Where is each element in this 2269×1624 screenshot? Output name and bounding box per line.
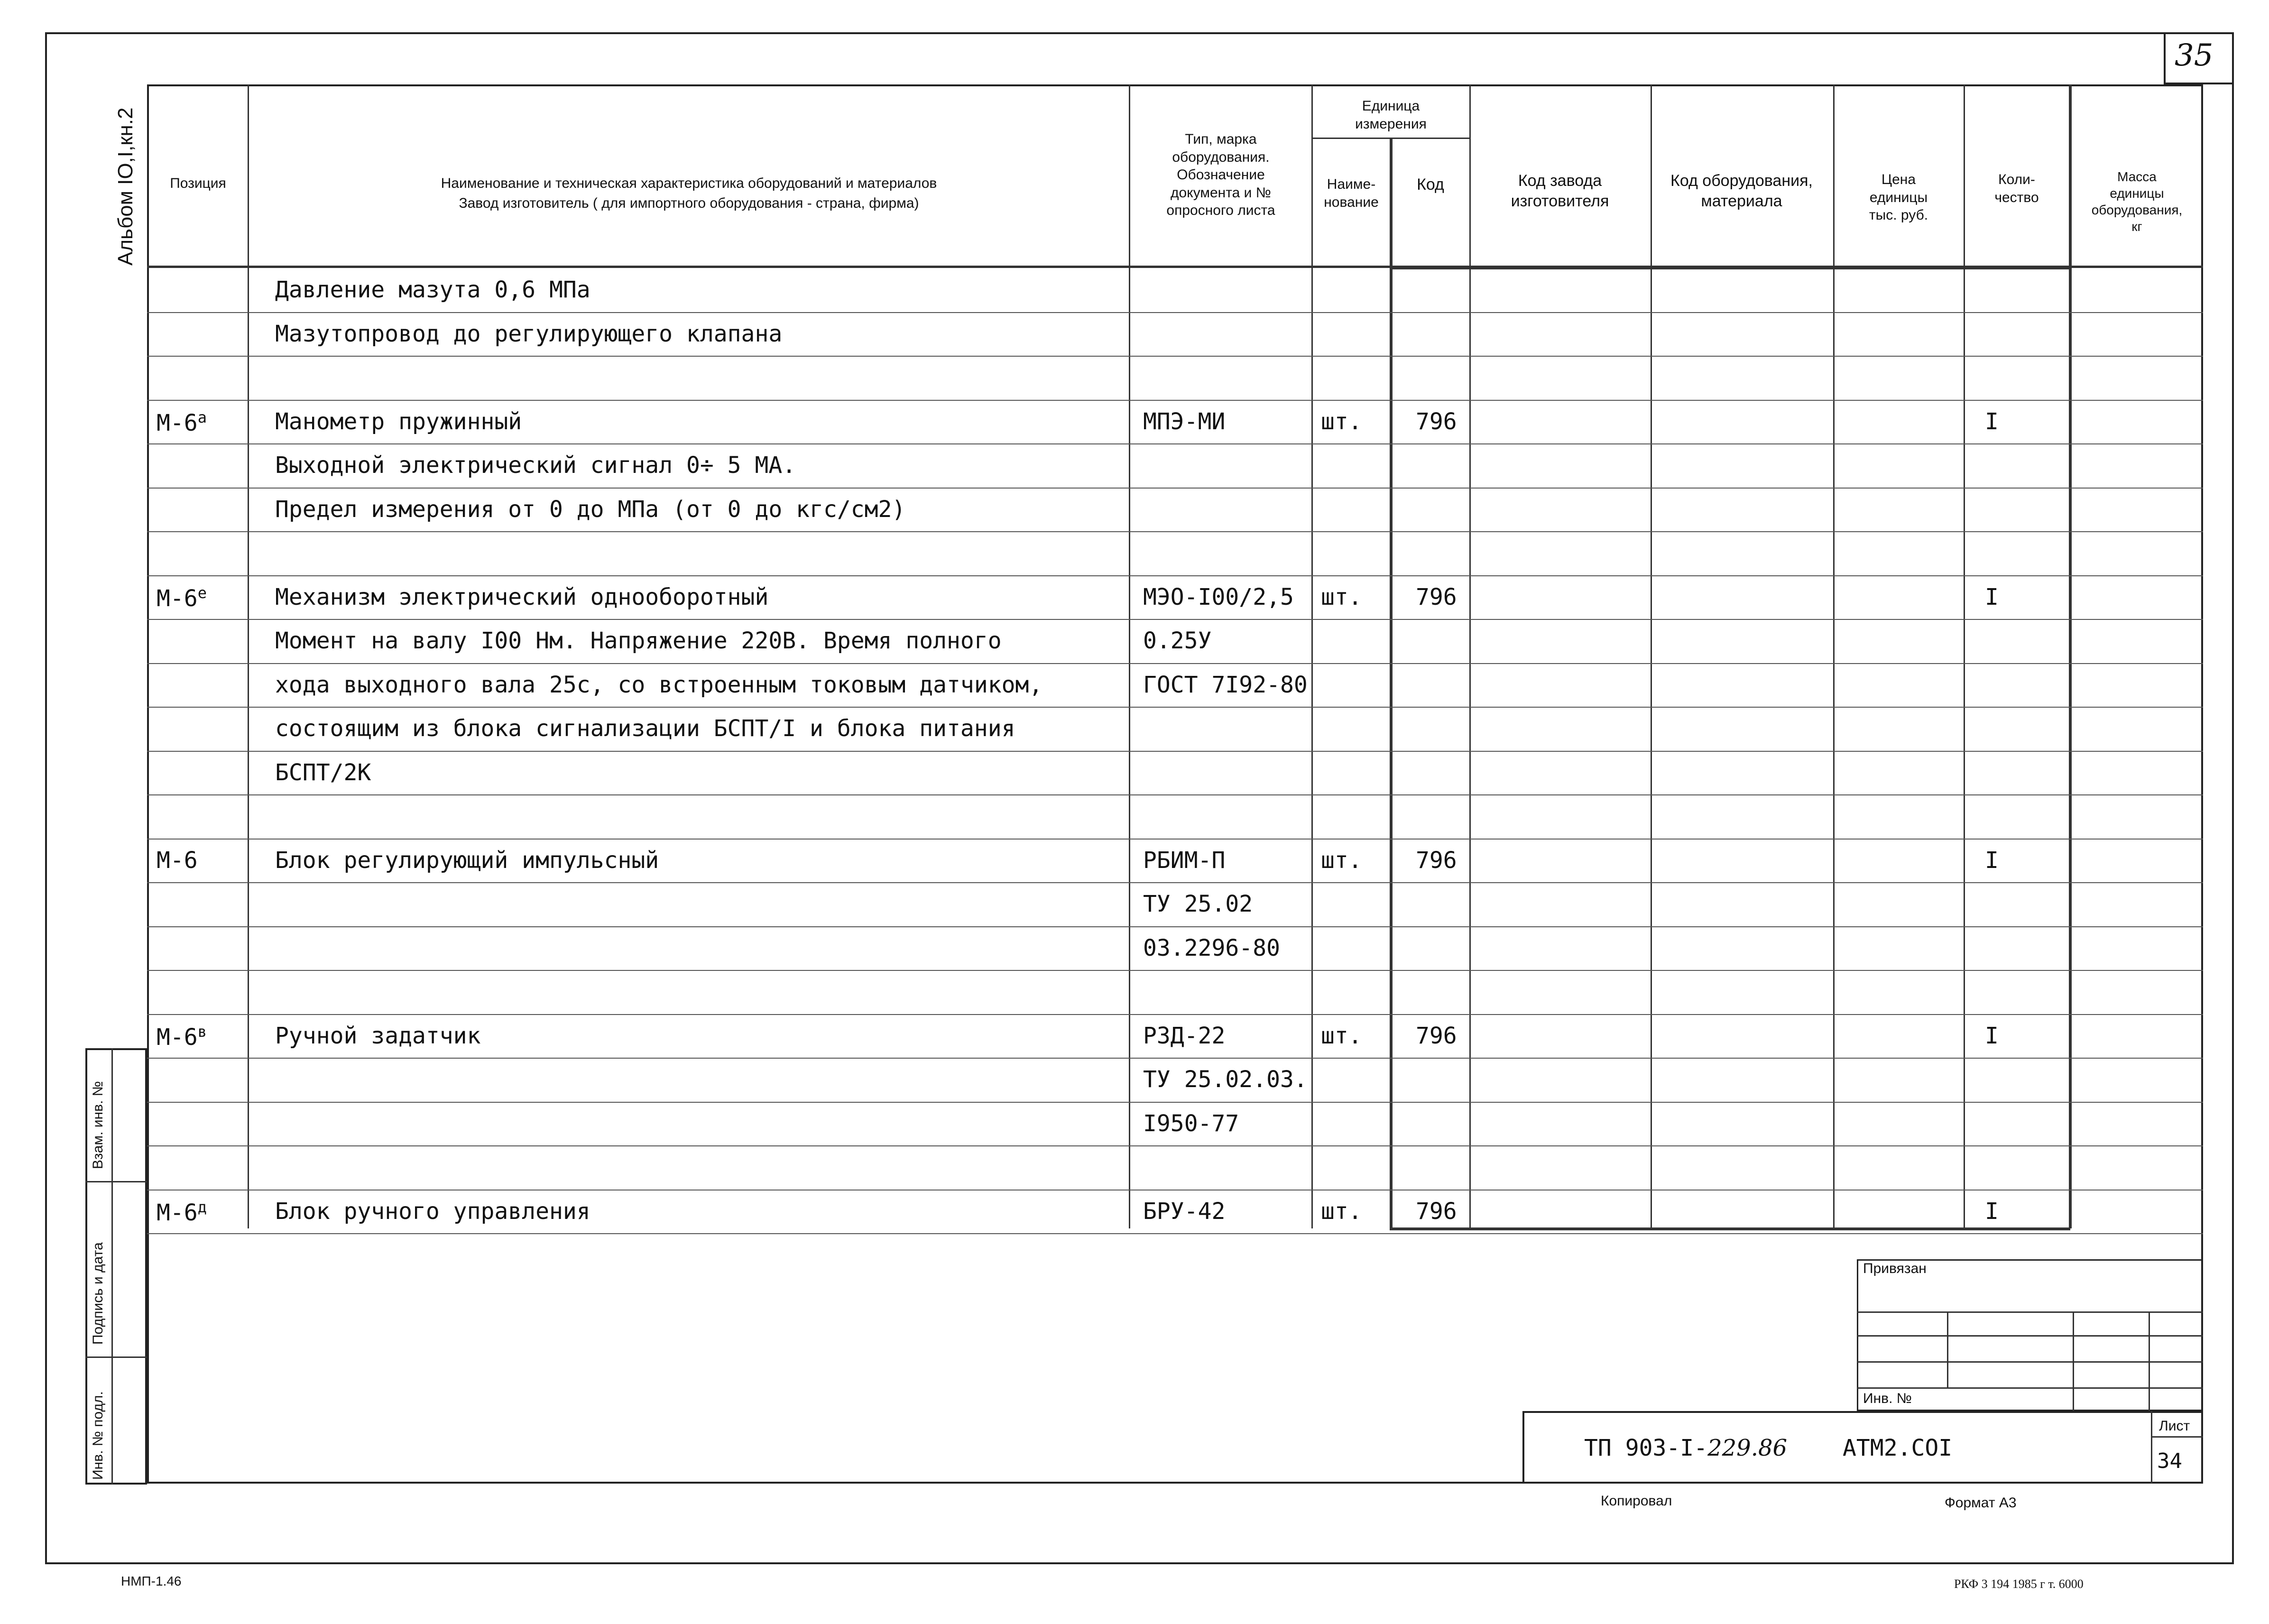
col-header-position: Позиция <box>170 175 226 191</box>
type-cell: ТУ 25.02.03. <box>1143 1066 1308 1093</box>
row-divider <box>147 575 2203 576</box>
type-cell: 03.2296-80 <box>1143 934 1280 961</box>
qty-cell: I <box>1985 408 1999 435</box>
type-cell: БРУ-42 <box>1143 1198 1226 1225</box>
position-superscript: в <box>197 1022 207 1041</box>
name-cell: хода выходного вала 25с, со встроенным токовым датчиком, <box>275 671 1043 698</box>
inv-label: Инв. № подл. <box>90 1391 106 1480</box>
type-cell: ГОСТ 7I92-80 <box>1143 671 1308 698</box>
code-cell: 796 <box>1416 583 1457 610</box>
name-cell: Предел измерения от 0 до МПа (от 0 до кгс/см2) <box>275 496 906 523</box>
name-cell: Блок регулирующий импульсный <box>275 847 659 874</box>
col-header-equip: Код оборудования, материала <box>1670 172 1813 210</box>
footer-left-code: НМП-1.46 <box>121 1574 182 1588</box>
row-divider <box>147 926 2203 927</box>
row-divider <box>147 882 2203 883</box>
row-divider <box>147 443 2203 444</box>
type-cell: МЭО-I00/2,5 <box>1143 583 1294 610</box>
col-header-code: Код <box>1417 175 1444 194</box>
type-cell: МПЭ-МИ <box>1143 408 1226 435</box>
unit-cell: шт. <box>1321 847 1362 874</box>
position-cell: М-6 <box>157 847 198 874</box>
privyazan-label: Привязан <box>1863 1261 1927 1276</box>
col-header-mass: Масса единицы оборудования, кг <box>2091 169 2183 234</box>
row-divider <box>147 531 2203 532</box>
position-cell: $М-6^е$ <box>157 583 207 612</box>
row-divider <box>147 839 2203 840</box>
col-header-factory: Код завода изготовителя <box>1511 172 1609 210</box>
qty-cell: I <box>1985 847 1999 874</box>
name-cell: Механизм электрический однооборотный <box>275 583 769 610</box>
type-cell: I950-77 <box>1143 1110 1239 1137</box>
unit-cell: шт. <box>1321 408 1362 435</box>
inv-no-label: Инв. № <box>1863 1391 1912 1406</box>
album-label: Альбом IO,I,кн.2 <box>114 107 137 266</box>
name-cell: Момент на валу I00 Нм. Напряжение 220В. Время полного <box>275 627 1002 654</box>
name-cell: Мазутопровод до регулирующего клапана <box>275 320 783 347</box>
position-cell: $М-6^а$ <box>157 408 207 436</box>
row-divider <box>147 751 2203 752</box>
name-cell: Ручной задатчик <box>275 1022 481 1049</box>
format-label: Формат А3 <box>1945 1495 2017 1511</box>
col-header-name-2: Завод изготовитель ( для импортного оборудования - страна, фирма) <box>459 195 919 211</box>
footer-right-code: РКФ 3 194 1985 г т. 6000 <box>1954 1577 2084 1591</box>
code-cell: 796 <box>1416 847 1457 874</box>
row-divider <box>147 619 2203 620</box>
name-cell: Давление мазута 0,6 МПа <box>275 277 590 303</box>
row-divider <box>147 707 2203 708</box>
qty-cell: I <box>1985 1198 1999 1225</box>
code-cell: 796 <box>1416 1022 1457 1049</box>
col-header-unit: Единица измерения <box>1355 98 1427 132</box>
name-cell: Блок ручного управления <box>275 1198 590 1225</box>
type-cell: 0.25У <box>1143 627 1212 654</box>
type-cell: РБИМ-П <box>1143 847 1226 874</box>
row-divider <box>147 1102 2203 1103</box>
col-header-name-1: Наименование и техническая характеристика оборудований и материалов <box>441 175 937 191</box>
row-divider <box>147 488 2203 489</box>
name-cell: Манометр пружинный <box>275 408 522 435</box>
position-superscript: е <box>197 583 207 602</box>
qty-cell: I <box>1985 1022 1999 1049</box>
position-cell: $М-6^д$ <box>157 1198 207 1226</box>
vzam-label: Взам. инв. № <box>90 1081 106 1169</box>
qty-cell: I <box>1985 583 1999 610</box>
code-cell: 796 <box>1416 408 1457 435</box>
unit-cell: шт. <box>1321 1022 1362 1049</box>
doc-number: ТП 903-I-229.86 <box>1584 1435 1788 1461</box>
code-cell: 796 <box>1416 1198 1457 1225</box>
unit-cell: шт. <box>1321 1198 1362 1225</box>
row-divider <box>147 663 2203 664</box>
position-superscript: д <box>197 1198 207 1216</box>
col-header-type: Тип, марка оборудования. Обозначение документа и № опросного листа <box>1166 131 1275 218</box>
row-divider <box>147 794 2203 795</box>
row-divider <box>147 1145 2203 1146</box>
row-divider <box>147 356 2203 357</box>
position-superscript: а <box>197 408 207 426</box>
name-cell: Выходной электрический сигнал 0÷ 5 МА. <box>275 452 796 479</box>
row-divider <box>147 970 2203 971</box>
page-number: 35 <box>2175 38 2214 73</box>
row-divider <box>147 1233 2203 1234</box>
col-header-unit-name: Наиме- нование <box>1324 176 1379 210</box>
col-header-price: Цена единицы тыс. руб. <box>1869 172 1928 223</box>
col-header-qty: Коли- чество <box>1994 172 2039 205</box>
podpis-label: Подпись и дата <box>90 1242 106 1345</box>
doc-code: АТМ2.СОI <box>1843 1435 1953 1461</box>
position-cell: $М-6^в$ <box>157 1022 207 1051</box>
row-divider <box>147 1058 2203 1059</box>
list-number: 34 <box>2157 1449 2182 1473</box>
row-divider <box>147 400 2203 401</box>
row-divider <box>147 312 2203 313</box>
name-cell: БСПТ/2К <box>275 759 371 786</box>
type-cell: РЗД-22 <box>1143 1022 1226 1049</box>
type-cell: ТУ 25.02 <box>1143 891 1253 917</box>
kopiroval-label: Копировал <box>1601 1493 1672 1509</box>
name-cell: состоящим из блока сигнализации БСПТ/I и блока питания <box>275 715 1015 742</box>
list-label: Лист <box>2159 1418 2190 1434</box>
row-divider <box>147 1014 2203 1015</box>
unit-cell: шт. <box>1321 583 1362 610</box>
